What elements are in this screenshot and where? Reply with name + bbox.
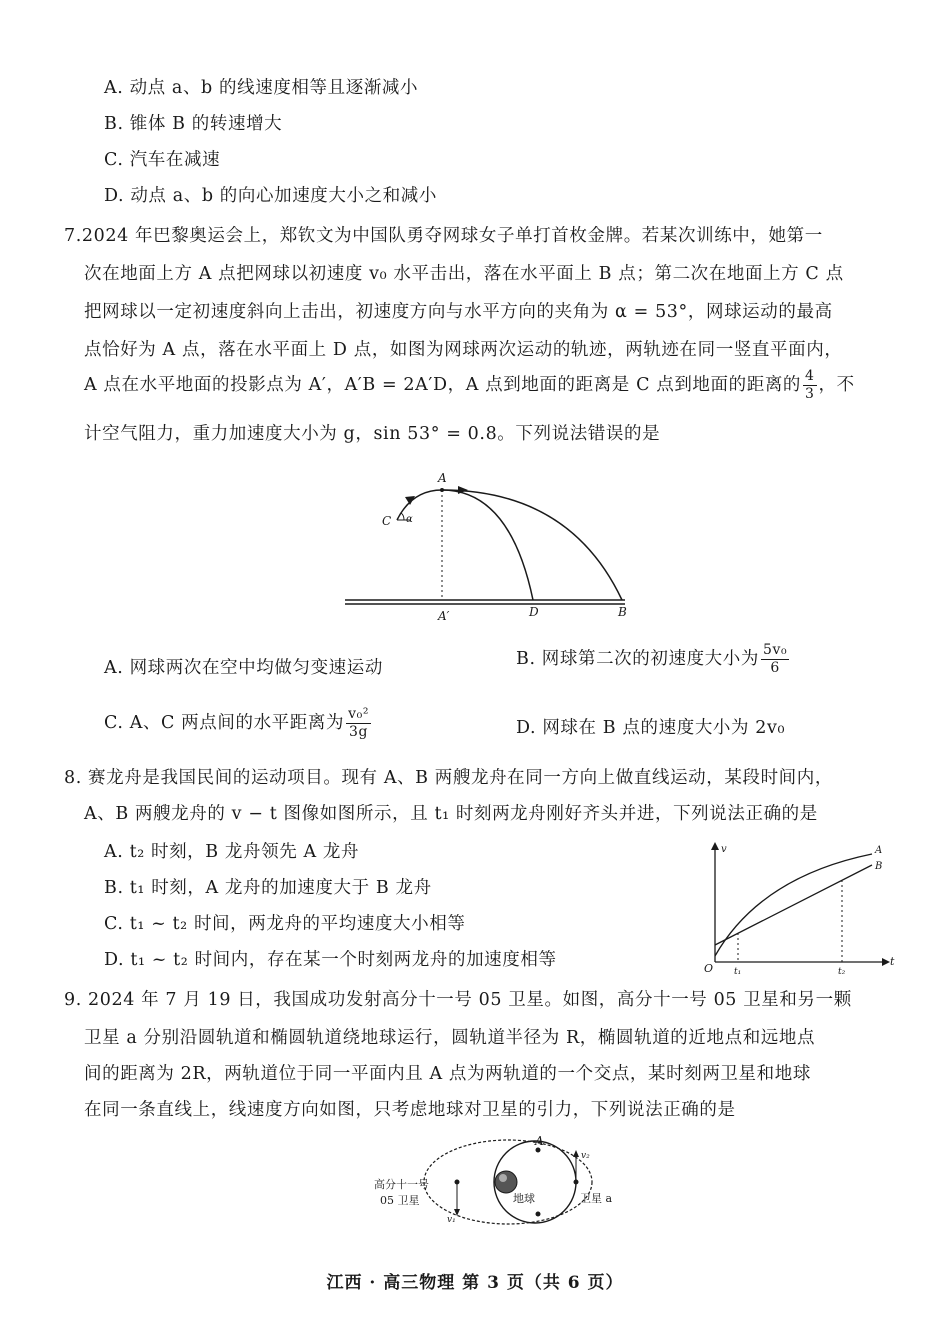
label-a: A (438, 471, 447, 485)
q7-option-a: A. 网球两次在空中均做匀变速运动 (104, 658, 383, 678)
q6-option-c: C. 汽车在减速 (104, 150, 221, 170)
t-axis-arrow (882, 958, 890, 966)
q8-option-c: C. t₁ ~ t₂ 时间，两龙舟的平均速度大小相等 (104, 914, 466, 934)
q7-line-6: 计空气阻力，重力加速度大小为 g，sin 53° = 0.8。下列说法错误的是 (84, 424, 661, 444)
label-gaofen-satellite: 高分十一号 (374, 1178, 429, 1191)
q9-line-4: 在同一条直线上，线速度方向如图，只考虑地球对卫星的引力，下列说法正确的是 (84, 1100, 736, 1120)
q8-option-b: B. t₁ 时刻，A 龙舟的加速度大于 B 龙舟 (104, 878, 432, 898)
earth-highlight (499, 1174, 507, 1182)
q7-trajectory-figure (340, 470, 640, 630)
trajectory-from-c (397, 490, 442, 520)
fraction-numerator: 4 (805, 368, 815, 384)
label-t1: t₁ (734, 967, 742, 977)
intersection-dot (536, 1212, 541, 1217)
label-satellite-a: 卫星 a (580, 1192, 613, 1205)
q7-line-1: 7.2024 年巴黎奥运会上，郑钦文为中国队勇夺网球女子单打首枚金牌。若某次训练中，她第一 (64, 226, 823, 246)
fraction-denominator: 3g (349, 724, 369, 740)
q7-option-d: D. 网球在 B 点的速度大小为 2v₀ (516, 718, 786, 738)
q8-vt-graph (700, 832, 900, 982)
q9-line-2: 卫星 a 分别沿圆轨道和椭圆轨道绕地球运行，圆轨道半径为 R，椭圆轨道的近地点和远地点 (84, 1028, 816, 1048)
label-point-a: A (535, 1134, 544, 1148)
fraction-four-thirds (803, 368, 817, 403)
q7-line-5-text: A 点在水平地面的投影点为 A′，A′B = 2A′D，A 点到地面的距离是 C 点到地面的距离的 (84, 375, 802, 395)
q9-line-3: 间的距离为 2R，两轨道位于同一平面内且 A 点为两轨道的一个交点，某时刻两卫星和地球 (84, 1064, 811, 1084)
label-origin: O (704, 962, 714, 975)
label-v2: v₂ (581, 1151, 590, 1161)
label-line-b: B (875, 861, 883, 872)
label-alpha: α (406, 514, 413, 525)
q6-option-b: B. 锥体 B 的转速增大 (104, 114, 283, 134)
velocity-arrow-c (405, 496, 415, 505)
q7-option-c-text: C. A、C 两点间的水平距离为 (104, 713, 345, 733)
trajectory-to-b (442, 490, 622, 600)
label-gaofen-05: 05 卫星 (380, 1194, 420, 1207)
angle-arc (401, 513, 404, 520)
q8-option-a: A. t₂ 时刻，B 龙舟领先 A 龙舟 (104, 842, 360, 862)
fraction-numerator: 5v₀ (763, 642, 788, 658)
fraction-denominator: 6 (770, 660, 780, 676)
fraction-numerator: v₀² (348, 706, 370, 722)
q9-orbit-figure (370, 1130, 630, 1230)
q7-line-2: 次在地面上方 A 点把网球以初速度 v₀ 水平击出，落在水平面上 B 点；第二次在地面上方 C 点 (84, 264, 844, 284)
earth (495, 1171, 517, 1193)
q7-option-b-text: B. 网球第二次的初速度大小为 (516, 649, 759, 669)
q8-line-2: A、B 两艘龙舟的 v − t 图像如图所示，且 t₁ 时刻两龙舟刚好齐头并进，下列说法正确的是 (84, 804, 818, 824)
q6-option-d: D. 动点 a、b 的向心加速度大小之和减小 (104, 186, 437, 206)
q8-line-1: 8. 赛龙舟是我国民间的运动项目。现有 A、B 两艘龙舟在同一方向上做直线运动，某段时间内， (64, 768, 833, 788)
q8-option-d: D. t₁ ~ t₂ 时间内，存在某一个时刻两龙舟的加速度相等 (104, 950, 557, 970)
fraction-denominator: 3 (805, 386, 815, 402)
label-v1: v₁ (447, 1215, 456, 1225)
fraction-v0sq-over-3g (346, 706, 371, 741)
label-d: D (529, 605, 539, 619)
fraction-5v0-over-6 (761, 642, 789, 677)
trajectory-to-d (442, 490, 533, 600)
label-curve-a: A (875, 845, 883, 856)
q7-option-c (104, 706, 373, 741)
point-a-dot (440, 488, 444, 492)
label-v: v (721, 844, 727, 855)
label-c: C (382, 514, 392, 528)
v-axis-arrow (711, 842, 719, 850)
q7-line-5 (84, 368, 855, 403)
label-t2: t₂ (838, 967, 846, 977)
q7-line-5-tail: ，不 (818, 375, 855, 395)
q6-option-a: A. 动点 a、b 的线速度相等且逐渐减小 (104, 78, 419, 98)
point-a-dot (536, 1148, 541, 1153)
page-footer: 江西 · 高三物理 第 3 页（共 6 页） (326, 1273, 624, 1293)
q7-option-b (516, 642, 791, 677)
label-a-prime: A′ (438, 609, 450, 623)
v2-arrow-head (573, 1150, 579, 1157)
label-earth: 地球 (513, 1192, 535, 1205)
q7-line-3: 把网球以一定初速度斜向上击出，初速度方向与水平方向的夹角为 α = 53°，网球运动的最高 (84, 302, 833, 322)
q7-line-4: 点恰好为 A 点，落在水平面上 D 点，如图为网球两次运动的轨迹，两轨迹在同一竖直平面内， (84, 340, 843, 360)
line-b (715, 865, 872, 945)
label-t: t (890, 955, 895, 968)
label-b: B (618, 605, 627, 619)
q9-line-1: 9. 2024 年 7 月 19 日，我国成功发射高分十一号 05 卫星。如图，高分十一号 05 卫星和另一颗 (64, 990, 852, 1010)
